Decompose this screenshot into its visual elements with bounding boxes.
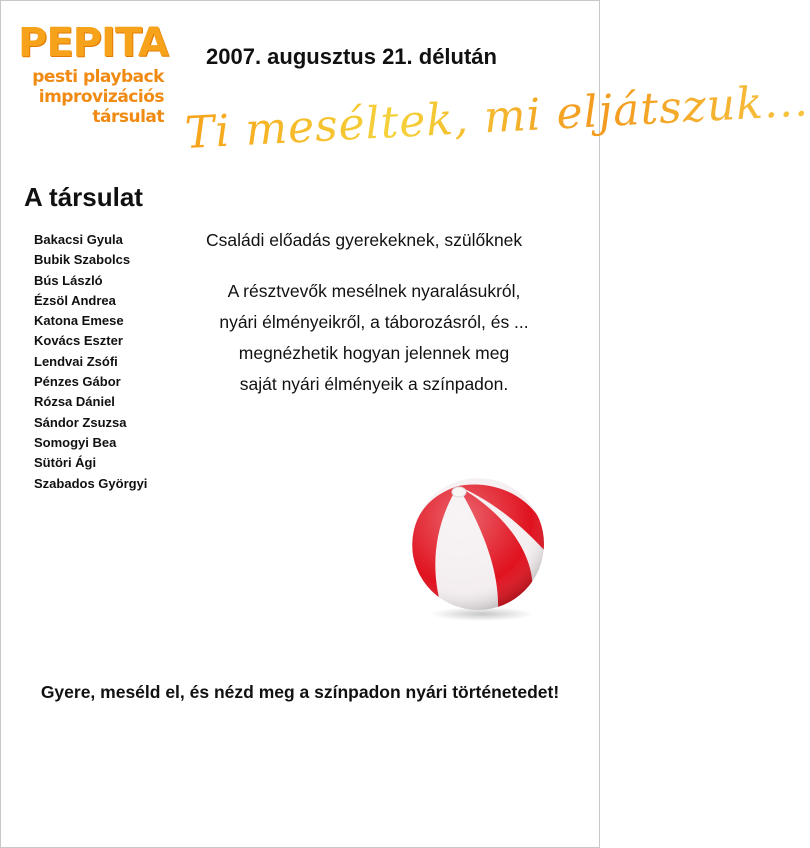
member-item: Somogyi Bea	[34, 434, 117, 450]
pepita-logo	[14, 20, 168, 132]
member-item: Katona Emese	[34, 313, 124, 329]
members-title: A társulat	[24, 182, 143, 212]
logo-line-2: improvizációs	[38, 87, 164, 107]
description-line: A résztvevők mesélnek nyaralásukról,	[227, 281, 521, 301]
description-line: nyári élményeikről, a táborozásról, és ...	[219, 312, 529, 332]
member-item: Sütöri Ági	[34, 455, 97, 471]
event-subtitle: Családi előadás gyerekeknek, szülőknek	[206, 230, 523, 250]
member-item: Bús László	[34, 272, 103, 288]
logo-wordmark: PEPITA	[18, 20, 168, 66]
member-item: Bubik Szabolcs	[34, 252, 131, 268]
call-to-action: Gyere, meséld el, és nézd meg a színpadon nyári történetedet!	[40, 682, 560, 702]
member-item: Szabados Györgyi	[34, 475, 148, 491]
description-line: saját nyári élményeik a színpadon.	[239, 374, 509, 394]
logo-line-3: társulat	[92, 107, 164, 127]
description-line: megnézhetik hogyan jelennek meg	[238, 343, 510, 363]
member-item: Sándor Zsuzsa	[34, 414, 127, 430]
event-date: 2007. augusztus 21. délután	[206, 44, 497, 69]
member-item: Rózsa Dániel	[34, 394, 115, 410]
members-list	[34, 230, 147, 494]
member-item: Pénzes Gábor	[34, 374, 121, 390]
member-item: Lendvai Zsófi	[34, 353, 118, 369]
member-item: Ézsöl Andrea	[34, 292, 116, 308]
event-slogan: Ti meséltek, mi eljátszuk...	[183, 75, 810, 159]
member-item: Bakacsi Gyula	[34, 232, 123, 247]
beach-ball-image	[410, 472, 546, 622]
logo-line-1: pesti playback	[32, 67, 164, 87]
member-item: Kovács Eszter	[34, 333, 123, 349]
event-description	[196, 276, 552, 400]
